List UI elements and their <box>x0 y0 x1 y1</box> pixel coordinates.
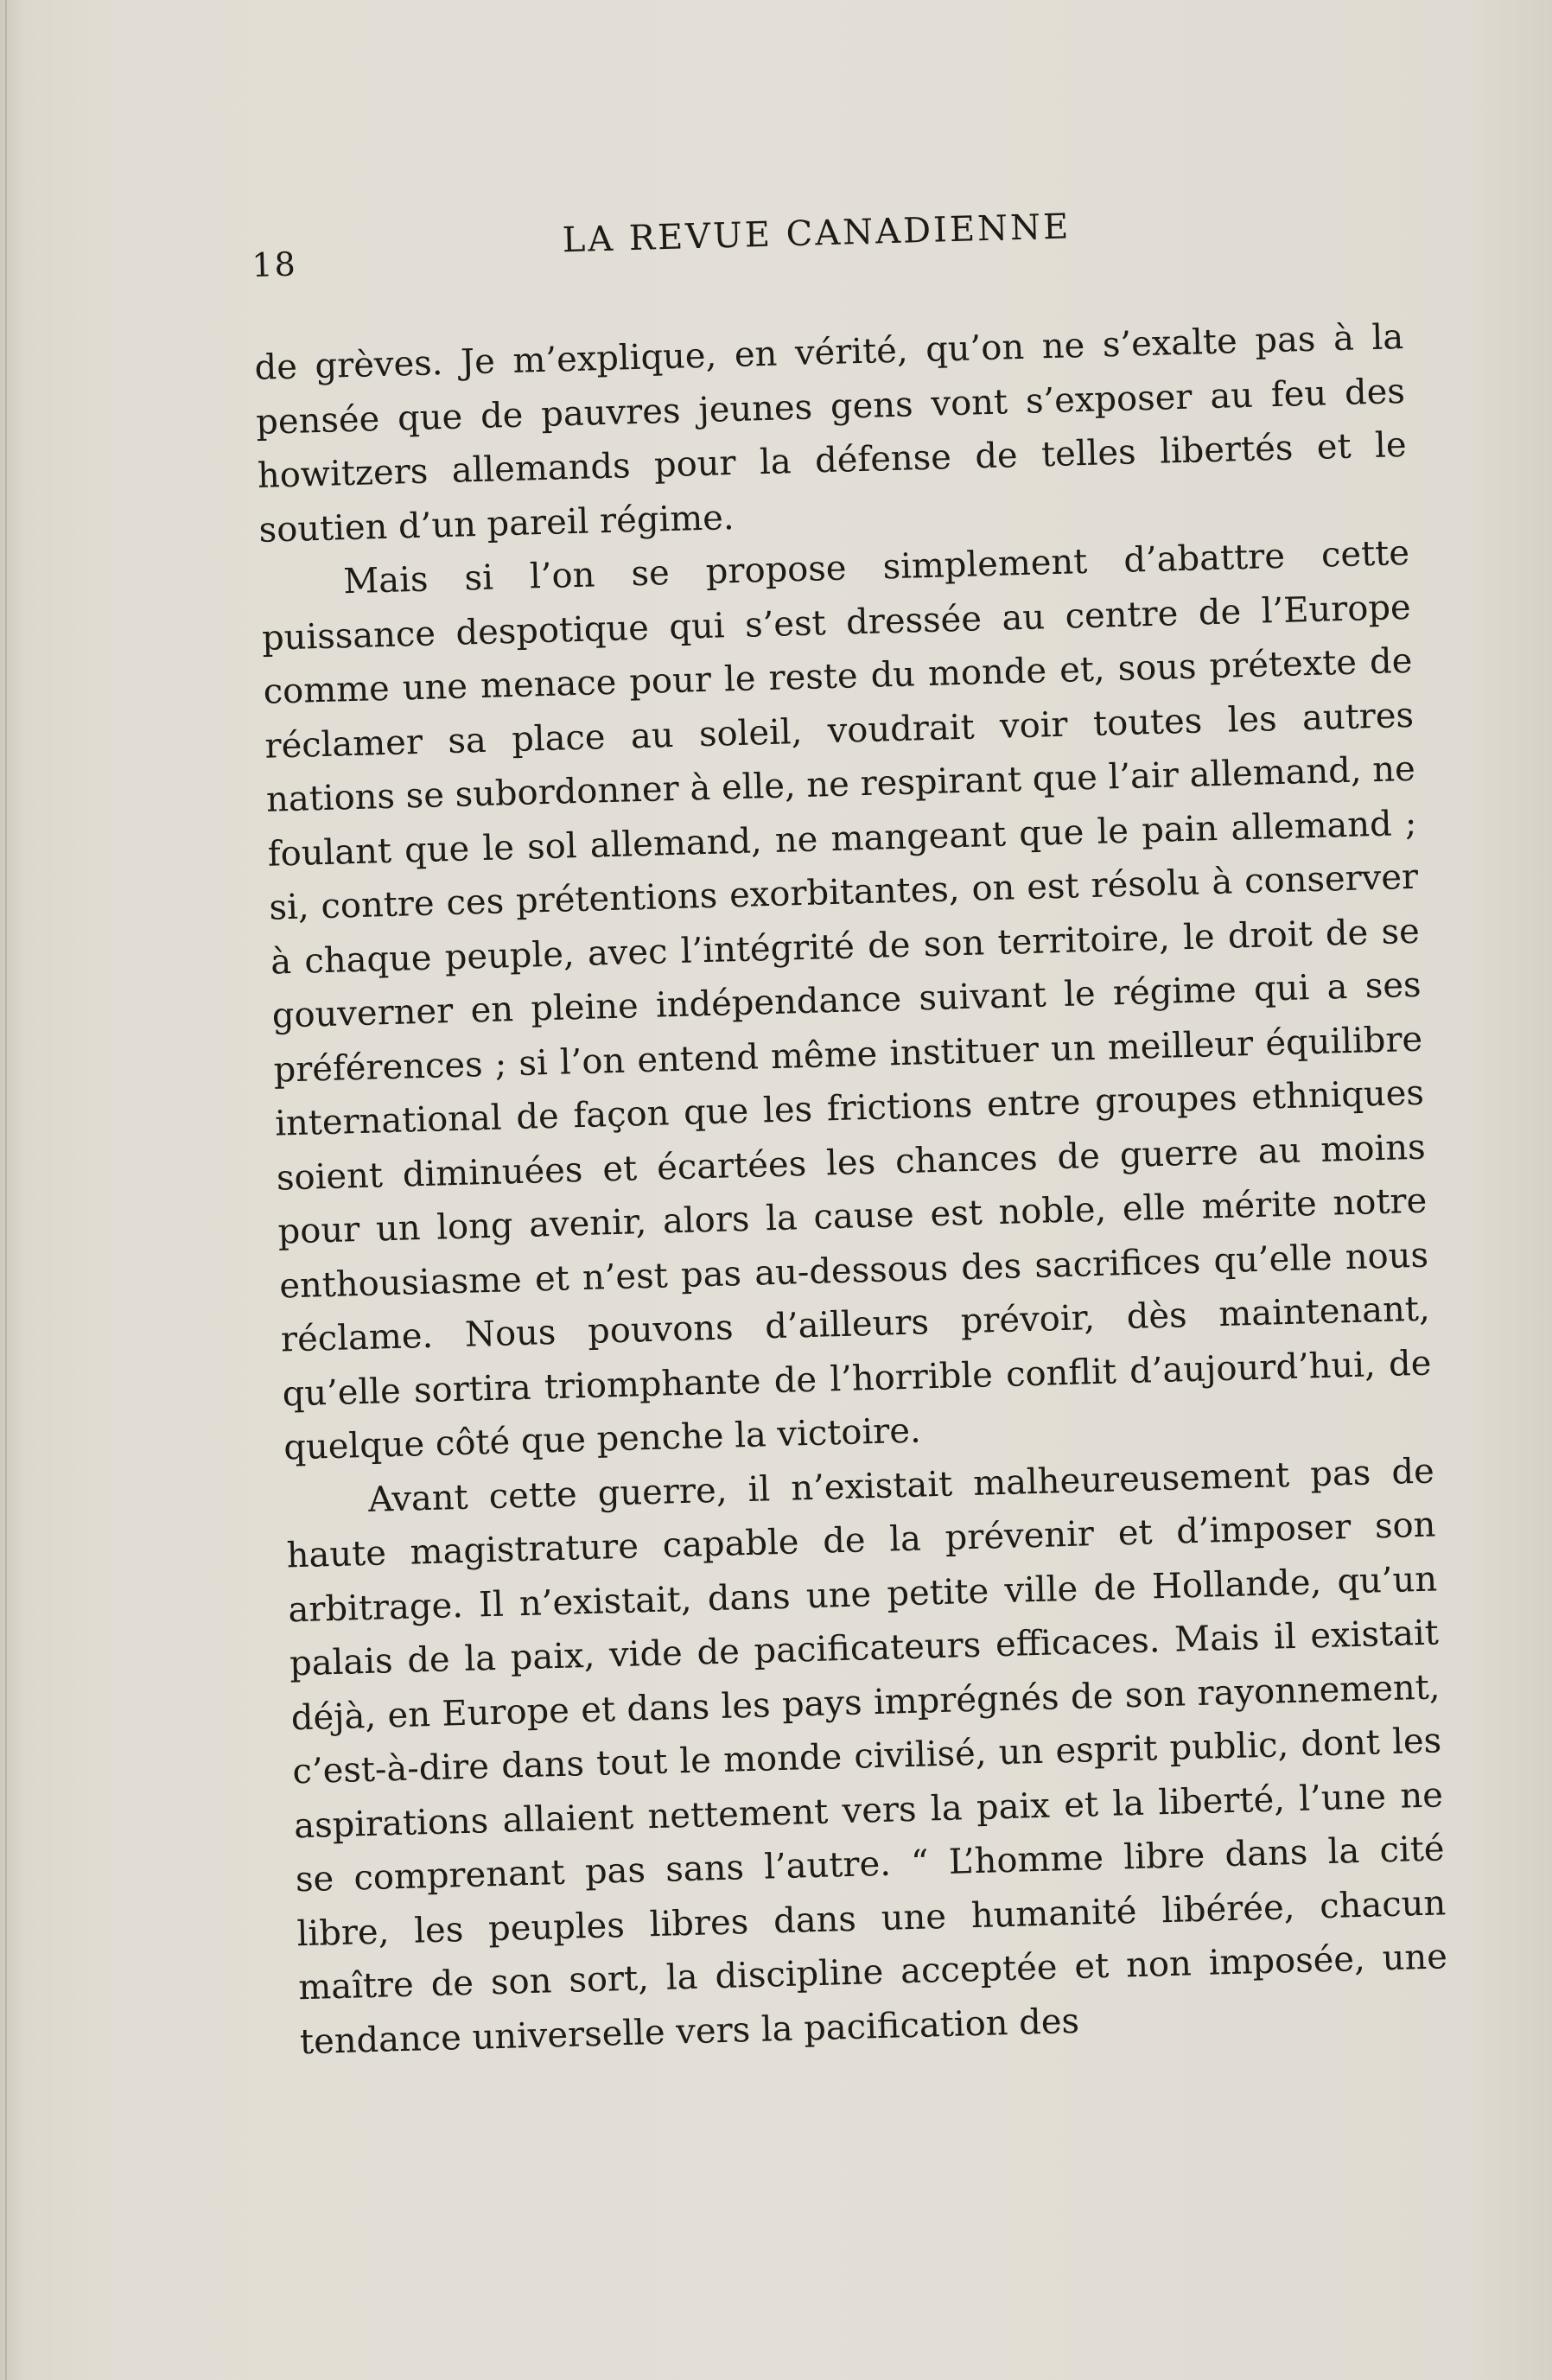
paragraph-3: Avant cette guerre, il n’existait malheureusement pas de haute magistrature capable de la prévenir et d’imposer son arbitrage. Il n’existait, dans une petite ville de Hollande, qu’un palais de la paix, vide de pacificateurs efficaces. Mais il existait déjà, en Europe et dans les pays imprégnés de son rayonnement, c’est-à-dire dans tout le monde civilisé, un esprit public, dont les aspirations allaient nettement vers la paix et la liberté, l’une ne se comprenant pas sans l’autre. “ L’homme libre dans la cité libre, les peuples libres dans une humanité libérée, chacun maître de son sort, la discipline acceptée et non imposée, une tendance universelle vers la pacification des <box>286 1450 1448 2062</box>
paragraph-1: de grèves. Je m’explique, en vérité, qu’on ne s’exalte pas à la pensée que de pauvres jeunes gens vont s’exposer au feu des howitzers allemands pour la défense de telles libertés et le soutien d’un pareil régime. <box>254 316 1408 550</box>
page-number: 18 <box>251 245 298 284</box>
body-text <box>254 310 1450 2069</box>
binding-edge <box>5 0 7 2380</box>
page-content <box>251 189 1449 2069</box>
journal-title: LA REVUE CANADIENNE <box>562 207 1072 261</box>
running-head <box>251 189 1402 290</box>
paragraph-2: Mais si l’on se propose simplement d’abattre cette puissance despotique qui s’est dressée au centre de l’Europe comme une menace pour le reste du monde et, sous prétexte de réclamer sa place au soleil, voudrait voir toutes les autres nations se subordonner à elle, ne respirant que l’air allemand, ne foulant que le sol allemand, ne mangeant que le pain allemand ; si, contre ces prétentions exorbitantes, on est résolu à conserver à chaque peuple, avec l’intégrité de son territoire, le droit de se gouverner en pleine indépendance suivant le régime qui a ses préférences ; si l’on entend même instituer un meilleur équilibre international de façon que les frictions entre groupes ethniques soient diminuées et écartées les chances de guerre au moins pour un long avenir, alors la cause est noble, elle mérite notre enthousiasme et n’est pas au-dessous des sacrifices qu’elle nous réclame. Nous pouvons d’ailleurs prévoir, dès maintenant, qu’elle sortira triomphante de l’horrible conflit d’aujourd’hui, de quelque côté que penche la victoire. <box>261 532 1432 1468</box>
